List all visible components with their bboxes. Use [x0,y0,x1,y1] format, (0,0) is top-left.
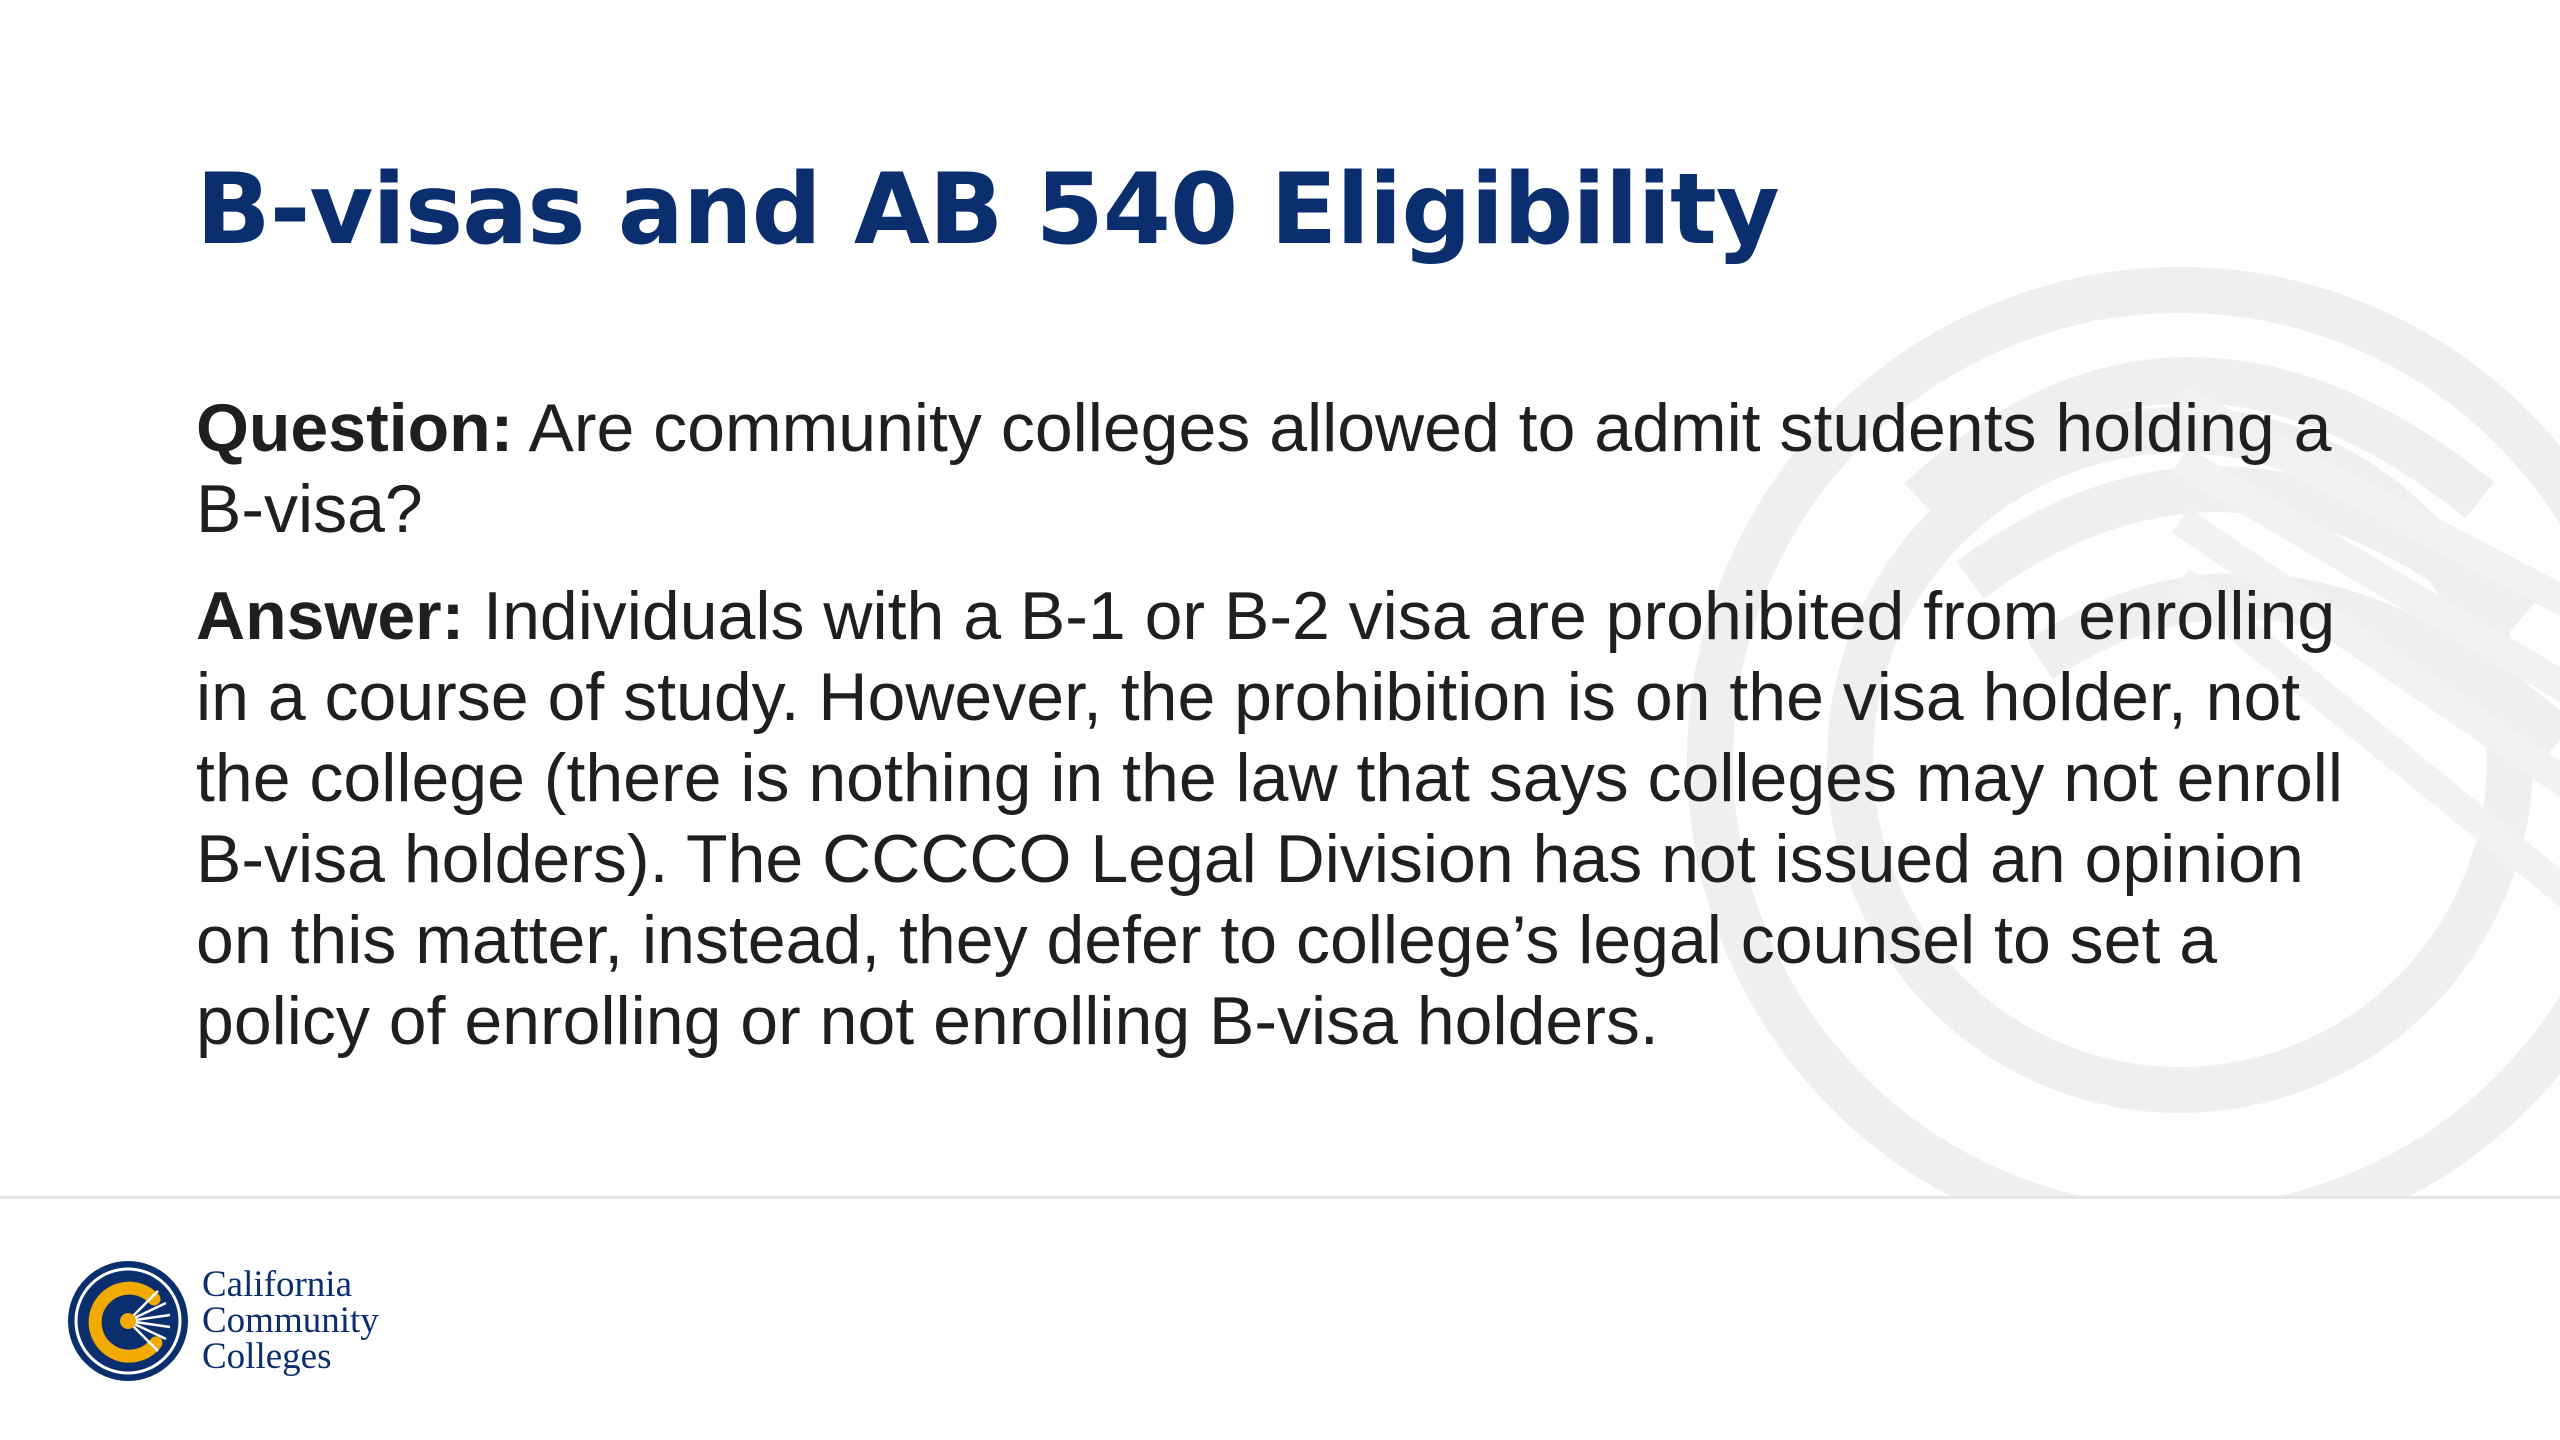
logo-line-california: California [202,1264,353,1305]
answer-paragraph [196,576,2376,1062]
ccc-seal-icon [66,1259,190,1383]
slide-footer [0,1199,2560,1440]
answer-label: Answer: [196,578,465,654]
slide-title: B-visas and AB 540 Eligibility [196,153,1779,267]
ccc-logo-wordmark [202,1264,379,1377]
answer-text: Individuals with a B-1 or B-2 visa are prohibited from enrolling in a course of study. However, the prohibition is on the visa holder, not the college (there is nothing in the law that says colleges may not enroll B-visa holders). The CCCCO Legal Division has not issued an opinion on this matter, instead, they defer to college’s legal counsel to set a policy of enrolling or not enrolling B-visa holders. [196,578,2343,1059]
logo-line-community: Community [202,1300,379,1341]
question-label: Question: [196,390,514,466]
logo-line-colleges: Colleges [202,1336,332,1377]
question-text: Are community colleges allowed to admit students holding a B-visa? [196,390,2332,547]
slide-body [196,388,2376,1088]
question-paragraph [196,388,2376,550]
